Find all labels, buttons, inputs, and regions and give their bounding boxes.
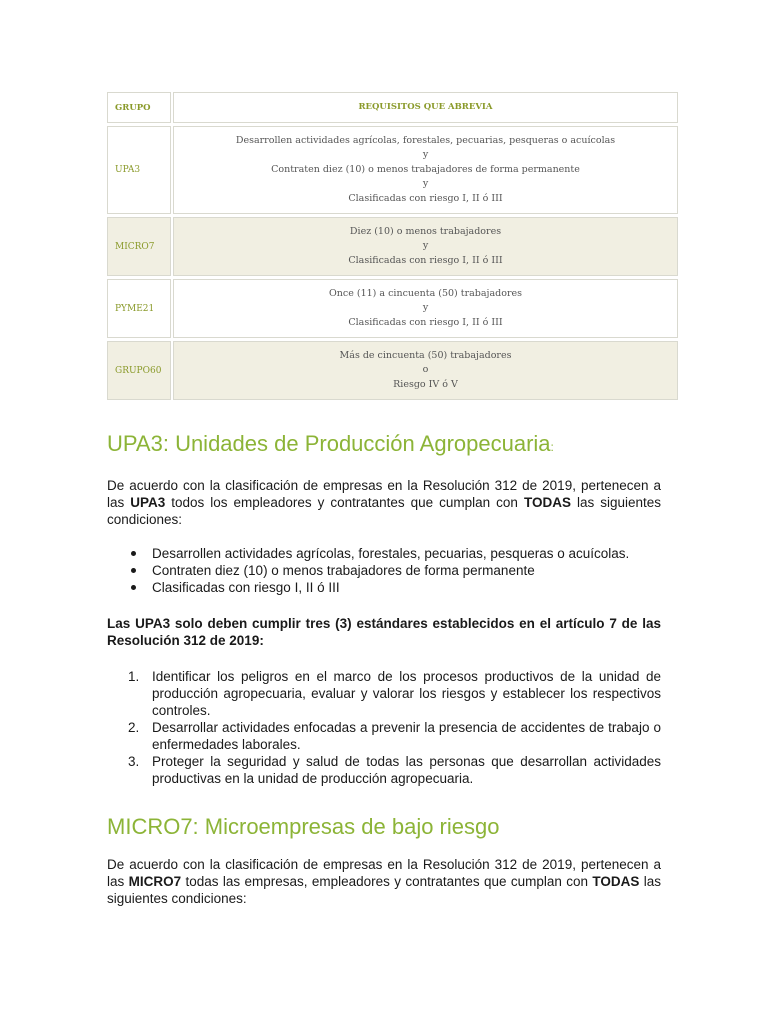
header-group: GRUPO <box>107 92 171 123</box>
list-item-text: Identificar los peligros en el marco de los procesos productivos de la unidad de producción agropecuaria, evaluar y valorar los riesgos y establecer los respectivos controles. <box>152 669 661 718</box>
bold-text: TODAS <box>523 495 571 510</box>
req-line: Clasificadas con riesgo I, II ó III <box>348 254 503 266</box>
upa3-intro <box>107 477 661 528</box>
header-requirements: REQUISITOS QUE ABREVIA <box>173 92 678 123</box>
list-number: 1. <box>128 669 140 684</box>
table-row <box>107 341 678 400</box>
req-line: y <box>422 240 429 252</box>
requirements-cell <box>173 279 678 338</box>
list-item-text: Desarrollar actividades enfocadas a prevenir la presencia de accidentes de trabajo o enfermedades laborales. <box>152 720 661 752</box>
text: De acuerdo con la clasificación de empresas en la Resolución 312 de 2019, pertenecen a las <box>107 478 661 510</box>
text: las siguientes condiciones: <box>107 874 661 906</box>
micro7-heading: MICRO7: Microempresas de bajo riesgo <box>107 814 500 839</box>
req-line: Diez (10) o menos trabajadores <box>349 225 502 237</box>
list-number: 3. <box>128 754 140 769</box>
list-item-text: Desarrollen actividades agrícolas, forestales, pecuarias, pesqueras o acuícolas. <box>152 546 630 561</box>
req-line: y <box>422 302 429 314</box>
upa3-title: UPA3: Unidades de Producción Agropecuaria <box>107 431 551 456</box>
bullet-icon <box>131 551 136 556</box>
table-row <box>107 279 678 338</box>
bold-text: TODAS <box>592 874 640 889</box>
text: De acuerdo con la clasificación de empresas en la Resolución 312 de 2019, pertenecen a las <box>107 857 661 889</box>
upa3-title-colon: : <box>550 440 554 454</box>
text: todos los empleadores y contratantes que cumplan con <box>165 495 524 510</box>
req-line: Contraten diez (10) o menos trabajadores de forma permanente <box>271 163 580 175</box>
micro7-intro <box>107 856 661 907</box>
list-item <box>107 668 661 719</box>
bold-text: UPA3 <box>130 495 166 510</box>
upa3-conditions-list <box>107 545 661 596</box>
bullet-icon <box>131 568 136 573</box>
list-item-text: Clasificadas con riesgo I, II ó III <box>152 580 340 595</box>
list-item <box>107 545 661 562</box>
requirements-cell <box>173 217 678 276</box>
list-item <box>107 579 661 596</box>
req-line: Más de cincuenta (50) trabajadores <box>339 349 512 361</box>
list-number: 2. <box>128 720 140 735</box>
table-header-row <box>107 92 678 123</box>
upa3-standards-list <box>107 668 661 787</box>
req-line: o <box>422 364 429 376</box>
group-cell: PYME21 <box>107 279 171 338</box>
group-cell: MICRO7 <box>107 217 171 276</box>
list-item <box>107 562 661 579</box>
text: las siguientes condiciones: <box>107 495 661 527</box>
group-cell: GRUPO60 <box>107 341 171 400</box>
req-line: Once (11) a cincuenta (50) trabajadores <box>329 287 522 299</box>
classification-table <box>107 92 678 403</box>
bold-text: MICRO7 <box>128 874 182 889</box>
table-row <box>107 217 678 276</box>
table-row <box>107 126 678 214</box>
upa3-standards-heading: Las UPA3 solo deben cumplir tres (3) estándares establecidos en el artículo 7 de las Resolución 312 de 2019: <box>107 616 661 648</box>
requirements-cell <box>173 341 678 400</box>
bullet-icon <box>131 585 136 590</box>
req-line: Desarrollen actividades agrícolas, forestales, pecuarias, pesqueras o acuícolas <box>235 134 616 146</box>
requirements-cell <box>173 126 678 214</box>
req-line: Clasificadas con riesgo I, II ó III <box>348 192 503 204</box>
list-item <box>107 719 661 753</box>
upa3-heading <box>107 431 554 457</box>
req-line: Clasificadas con riesgo I, II ó III <box>348 316 503 328</box>
list-item-text: Contraten diez (10) o menos trabajadores de forma permanente <box>152 563 535 578</box>
text: todas las empresas, empleadores y contratantes que cumplan con <box>181 874 593 889</box>
req-line: y <box>422 178 429 190</box>
list-item-text: Proteger la seguridad y salud de todas las personas que desarrollan actividades productivas en la unidad de producción agropecuaria. <box>152 754 661 786</box>
req-line: y <box>422 149 429 161</box>
list-item <box>107 753 661 787</box>
req-line: Riesgo IV ó V <box>393 378 458 390</box>
group-cell: UPA3 <box>107 126 171 214</box>
